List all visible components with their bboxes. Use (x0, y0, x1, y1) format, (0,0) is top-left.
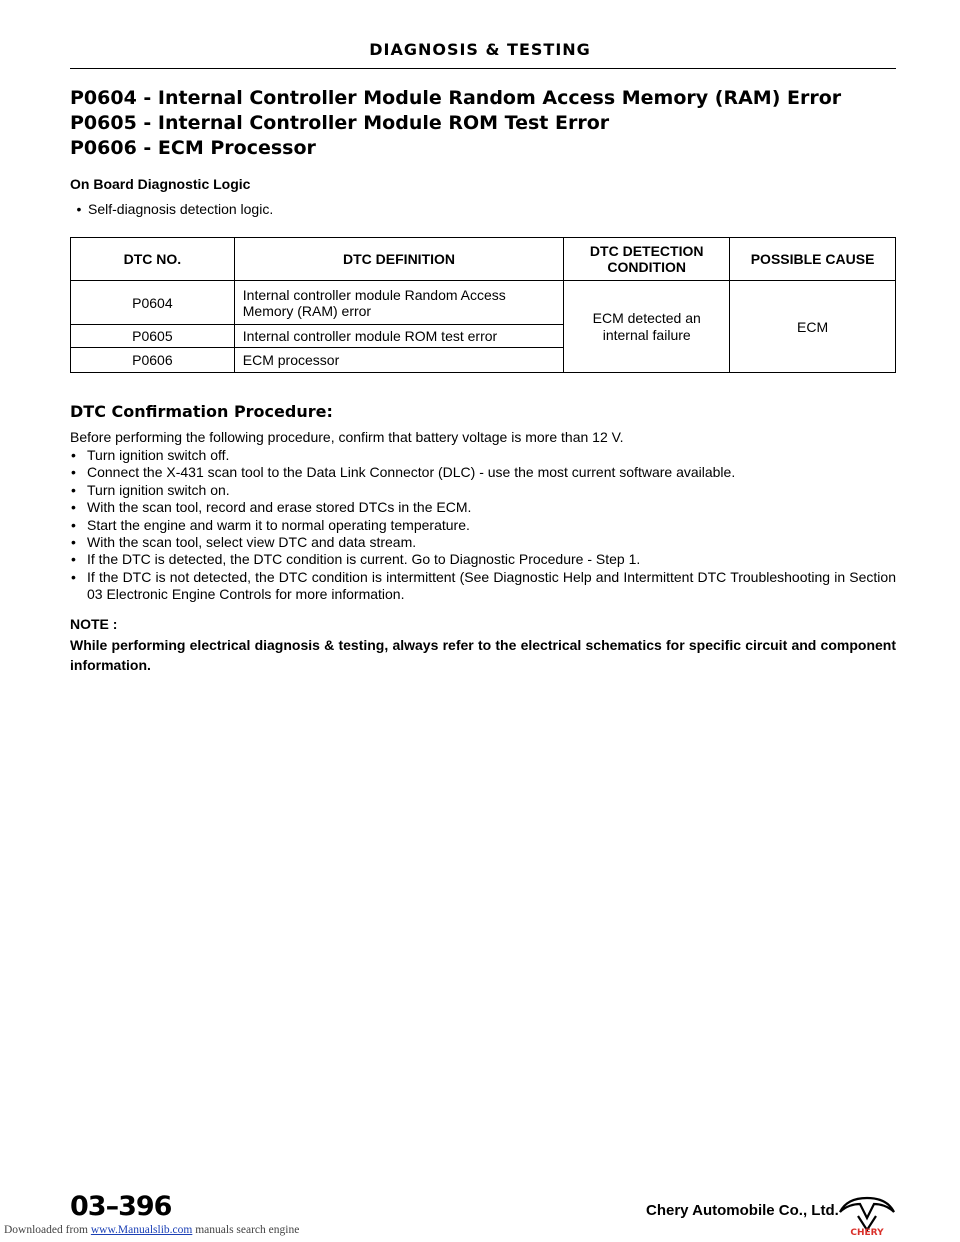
svg-text:CHERY: CHERY (850, 1228, 884, 1236)
procedure-steps (70, 447, 896, 604)
list-item (70, 464, 896, 481)
dtc-definition-cell: ECM processor (234, 348, 564, 373)
title-p0606: P0606 - ECM Processor (70, 137, 316, 159)
bullet-icon: • (71, 481, 76, 498)
list-item (70, 447, 896, 464)
list-item (70, 499, 896, 516)
download-prefix: Downloaded from (4, 1224, 88, 1236)
list-item (70, 551, 896, 568)
dtc-code-cell: P0604 (71, 281, 235, 325)
list-item (70, 534, 896, 551)
table-header-row (71, 238, 896, 281)
company-name: Chery Automobile Co., Ltd. (646, 1202, 839, 1219)
bullet-icon: • (71, 534, 76, 551)
step-text: If the DTC is not detected, the DTC condition is intermittent (See Diagnostic Help and Intermittent DTC Troubleshooting in Section 03 Electronic Engine Controls for more information. (87, 568, 896, 603)
detection-condition-cell: ECM detected an internal failure (564, 281, 730, 373)
list-item (70, 482, 896, 499)
step-text: Connect the X-431 scan tool to the Data Link Connector (DLC) - use the most current software available. (87, 464, 736, 481)
dtc-code-cell: P0606 (71, 348, 235, 373)
column-header: DTC DEFINITION (234, 238, 564, 281)
step-text: Start the engine and warm it to normal operating temperature. (87, 516, 470, 533)
table-row (71, 281, 896, 325)
bullet-icon: • (76, 201, 82, 217)
obd-bullet-text: Self-diagnosis detection logic. (88, 201, 274, 217)
confirmation-intro: Before performing the following procedure, confirm that battery voltage is more than 12 V. (70, 429, 624, 445)
title-p0605: P0605 - Internal Controller Module ROM Test Error (70, 112, 610, 134)
dtc-titles (70, 86, 896, 161)
dtc-definition-cell: Internal controller module ROM test error (234, 325, 564, 348)
list-item (70, 517, 896, 534)
dtc-code-cell: P0605 (71, 325, 235, 348)
obd-bullet (70, 200, 273, 218)
step-text: Turn ignition switch off. (87, 447, 230, 463)
step-text: If the DTC is detected, the DTC condition is current. Go to Diagnostic Procedure - Step 1. (87, 551, 641, 568)
page-number: 03–396 (70, 1191, 172, 1222)
header-rule (70, 68, 896, 69)
step-text: With the scan tool, select view DTC and data stream. (87, 534, 417, 551)
note-label: NOTE : (70, 616, 118, 632)
dtc-definition-cell: Internal controller module Random Access Memory (RAM) error (234, 281, 564, 325)
note-text: While performing electrical diagnosis & testing, always refer to the electrical schematics for specific circuit and component information. (70, 637, 896, 673)
bullet-icon: • (71, 568, 76, 585)
dtc-table (70, 237, 896, 373)
chery-logo-icon (836, 1196, 898, 1241)
step-text: Turn ignition switch on. (87, 481, 230, 498)
download-suffix: manuals search engine (195, 1224, 300, 1236)
possible-cause-cell: ECM (730, 281, 896, 373)
bullet-icon: • (71, 551, 76, 568)
bullet-icon: • (71, 499, 76, 516)
confirmation-heading: DTC Confirmation Procedure: (70, 402, 333, 421)
column-header: POSSIBLE CAUSE (730, 238, 896, 281)
manualslib-link[interactable]: www.Manualslib.com (90, 1224, 193, 1236)
column-header: DTC DETECTION CONDITION (564, 238, 730, 281)
title-p0604: P0604 - Internal Controller Module Random Access Memory (RAM) Error (70, 87, 842, 109)
list-item (70, 569, 896, 604)
step-text: With the scan tool, record and erase stored DTCs in the ECM. (87, 499, 472, 516)
section-header: DIAGNOSIS & TESTING (369, 40, 591, 59)
bullet-icon: • (71, 464, 76, 481)
bullet-icon: • (71, 516, 76, 533)
bullet-icon: • (71, 447, 76, 463)
column-header: DTC NO. (71, 238, 235, 281)
obd-heading: On Board Diagnostic Logic (70, 176, 251, 192)
download-footer (4, 1224, 299, 1236)
